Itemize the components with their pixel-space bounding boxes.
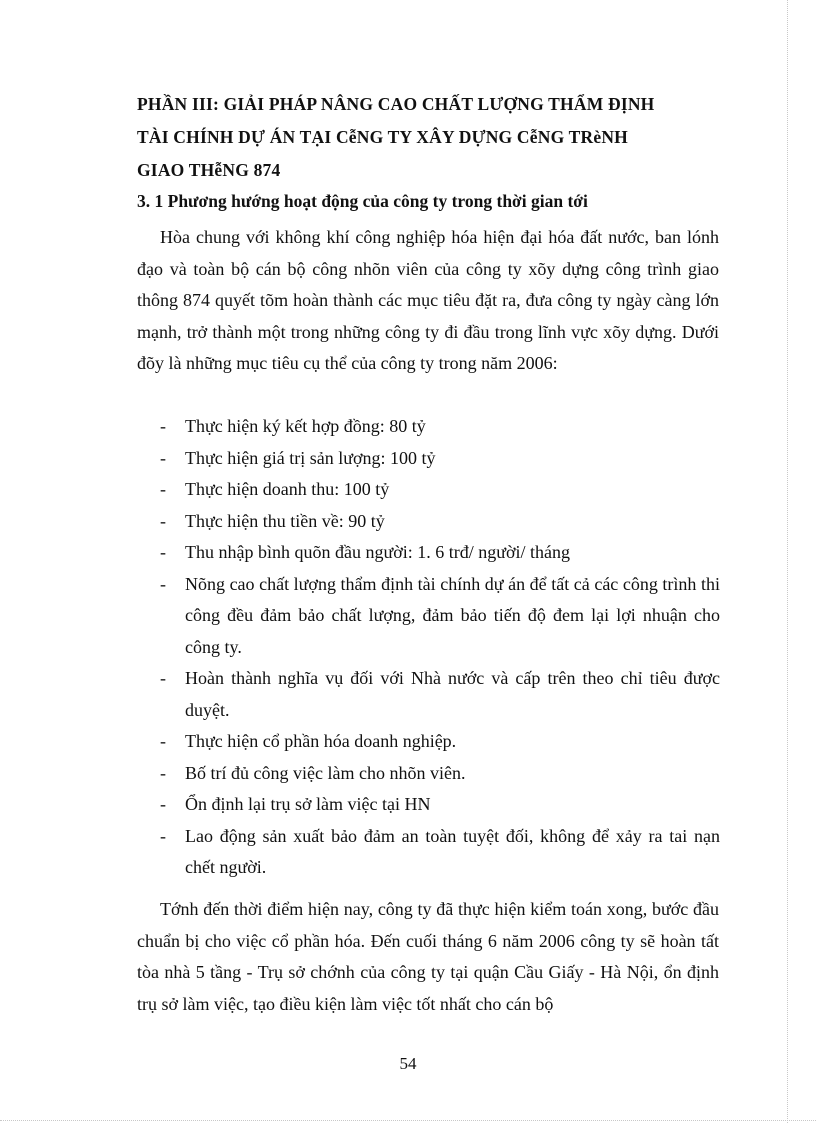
heading-line: GIAO THễNG 874 (137, 160, 281, 180)
list-item-text: Thực hiện doanh thu: 100 tỷ (185, 479, 390, 499)
list-item-text: Bố trí đủ công việc làm cho nhõn viên. (185, 762, 466, 783)
list-item (160, 506, 720, 538)
list-item (160, 789, 720, 821)
bullet-dash: - (160, 510, 166, 531)
list-item-text: Ổn định lại trụ sở làm việc tại HN (185, 794, 431, 814)
bullet-dash: - (160, 542, 166, 562)
list-item-text: Thực hiện ký kết hợp đồng: 80 tỷ (185, 416, 426, 436)
list-item (160, 537, 720, 569)
bullet-dash: - (160, 668, 166, 688)
page-number: 54 (399, 1054, 417, 1073)
bullet-dash: - (160, 479, 166, 499)
list-item (160, 758, 720, 790)
bullet-dash: - (160, 731, 166, 751)
list-item (160, 569, 720, 664)
bullet-dash: - (160, 762, 166, 783)
bullet-dash: - (160, 447, 166, 468)
goals-list (160, 411, 720, 884)
list-item-text: Hoàn thành nghĩa vụ đối với Nhà nước và cấp trên theo chỉ tiêu được duyệt. (185, 668, 720, 720)
list-item (160, 443, 720, 475)
list-item-text: Nõng cao chất lượng thẩm định tài chính dự án để tất cả các công trình thi công đều đảm bảo chất lượng, đảm bảo tiến độ đem lại lợi nhuận cho công ty. (185, 573, 720, 657)
page-border-right (787, 0, 788, 1123)
bullet-dash: - (160, 573, 166, 594)
section-title: 3. 1 Phương hướng hoạt động của công ty trong thời gian tới (137, 191, 588, 211)
list-item (160, 821, 720, 884)
list-item-text: Lao động sản xuất bảo đảm an toàn tuyệt đối, không để xảy ra tai nạn chết người. (185, 825, 720, 877)
list-item (160, 726, 720, 758)
heading-line: TÀI CHÍNH DỰ ÁN TẠI CễNG TY XÂY DỰNG CễNG TRèNH (137, 127, 628, 147)
bullet-dash: - (160, 416, 166, 436)
list-item-text: Thu nhập bình quõn đầu người: 1. 6 trđ/ người/ tháng (185, 542, 571, 562)
closing-paragraph: Tớnh đến thời điểm hiện nay, công ty đã thực hiện kiểm toán xong, bước đầu chuẩn bị cho việc cổ phần hóa. Đến cuối tháng 6 năm 2006 công ty sẽ hoàn tất tòa nhà 5 tầng - Trụ sở chớnh của công ty tại quận Cầu Giấy - Hà Nội, ổn định trụ sở làm việc, tạo điều kiện làm việc tốt nhất cho cán bộ (137, 899, 719, 1014)
part-heading (137, 88, 727, 187)
list-item-text: Thực hiện thu tiền về: 90 tỷ (185, 510, 385, 531)
list-item (160, 474, 720, 506)
heading-line: PHẦN III: GIẢI PHÁP NÂNG CAO CHẤT LƯỢNG THẨM ĐỊNH (137, 94, 655, 114)
list-item-text: Thực hiện cổ phần hóa doanh nghiệp. (185, 731, 457, 751)
page-border-bottom (0, 1120, 816, 1121)
list-item-text: Thực hiện giá trị sản lượng: 100 tỷ (185, 447, 436, 468)
bullet-dash: - (160, 794, 166, 814)
list-item (160, 663, 720, 726)
bullet-dash: - (160, 825, 166, 846)
list-item (160, 411, 720, 443)
intro-paragraph: Hòa chung với không khí công nghiệp hóa hiện đại hóa đất nước, ban lónh đạo và toàn bộ cán bộ công nhõn viên của công ty xõy dựng công trình giao thông 874 quyết tõm hoàn thành các mục tiêu đặt ra, đưa công ty ngày càng lớn mạnh, trở thành một trong những công ty đi đầu trong lĩnh vực xõy dựng. Dưới đõy là những mục tiêu cụ thể của công ty trong năm 2006: (137, 227, 719, 373)
